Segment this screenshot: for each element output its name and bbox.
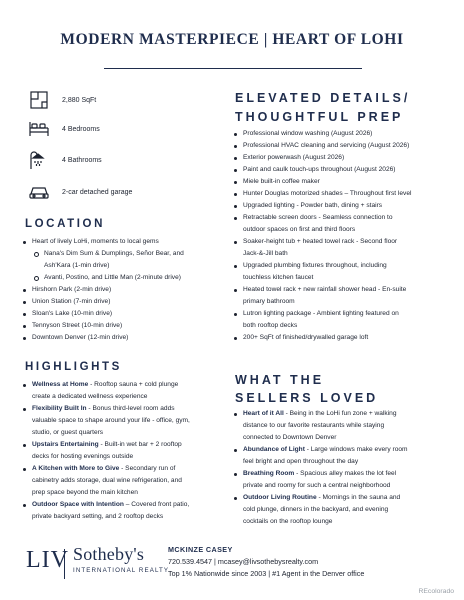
list-item: Exterior powerwash (August 2026) [231,152,411,164]
list-item: Upgraded plumbing fixtures throughout, including [231,260,411,272]
item-text: prep space beyond the main kitchen [32,489,138,496]
list-item: touchless kitchen faucet [243,274,314,281]
feature-text: 2,880 SqFt [62,96,97,104]
bed-icon [28,118,50,140]
list-item: Union Station (7-min drive) [20,296,184,308]
item-text: private backyard setting, and 2 rooftop decks [32,513,164,520]
item-text: cocktails on the rooftop lounge [243,518,333,525]
item-text: cold plunge, dinners in the backyard, and evening [243,506,389,513]
list-item [20,379,190,391]
list-item: Miele built-in coffee maker [231,176,411,188]
item-text: - Being in the LoHi fun zone + walking [283,410,397,417]
list-item: Professional window washing (August 2026) [231,128,411,140]
list-item [20,391,190,403]
list-item [20,439,190,451]
list-item [231,420,408,432]
list-item [231,432,408,444]
elevated-heading-line2: THOUGHTFUL PREP [235,110,404,124]
sellers-list [231,408,408,528]
list-item: Hunter Douglas motorized shades – Throughout first level [231,188,411,200]
item-text: - Built-in wet bar + 2 rooftop [98,441,182,448]
list-item [231,492,408,504]
title-divider [104,68,362,69]
list-item [231,504,408,516]
list-item [20,511,190,523]
list-item: Professional HVAC cleaning and servicing (August 2026) [231,140,411,152]
item-title: Upstairs Entertaining [32,441,99,448]
list-item [20,475,190,487]
feature-bedrooms [28,117,100,141]
item-text: create a dedicated wellness experience [32,393,148,400]
sellers-heading-line1: WHAT THE [235,373,325,387]
feature-text: 2-car detached garage [62,188,133,196]
item-text: - Rooftop sauna + cold plunge [88,381,179,388]
list-item: primary bathroom [243,298,295,305]
logo-divider [64,549,65,579]
list-item: Heated towel rack + new rainfall shower head - En-suite [231,284,411,296]
item-title: Wellness at Home [32,381,89,388]
item-text: – Covered front patio, [123,501,190,508]
item-title: Heart of it All [243,410,284,417]
location-list [20,236,184,344]
list-item: Paint and caulk touch-ups throughout (August 2026) [231,164,411,176]
page-title: MODERN MASTERPIECE | HEART OF LOHI [60,31,404,48]
list-item: Avanti, Postino, and Little Man (2-minute drive) [20,272,184,284]
item-text: distance to our favorite restaurants while staying [243,422,385,429]
feature-text: 4 Bathrooms [62,156,102,164]
list-item: Jack-&-Jill bath [243,250,288,257]
list-item: Upgraded lighting - Powder bath, dining + stairs [231,200,411,212]
list-item: Heart of lively LoHi, moments to local gems [20,236,184,248]
list-item [231,516,408,528]
feature-sqft [28,88,97,112]
item-text: cabinetry adds storage, dual wine refrigeration, and [32,477,182,484]
item-title: Outdoor Living Routine [243,494,317,501]
agent-contact[interactable]: 720.539.4547 | mcasey@livsothebysrealty.com [168,557,319,566]
list-item [231,480,408,492]
feature-bathrooms [28,148,102,172]
list-item [231,444,408,456]
list-item [20,427,190,439]
logo-liv: LIV [26,547,69,573]
item-text: decks for hosting evenings outside [32,453,134,460]
item-text: - Bonus third-level room adds [86,405,175,412]
list-item: outdoor spaces on first and third floors [243,226,356,233]
list-item: Tennyson Street (10-min drive) [20,320,184,332]
item-title: Abundance of Light [243,446,305,453]
agent-name: MCKINZE CASEY [168,545,233,554]
list-item: Downtown Denver (12-min drive) [20,332,184,344]
feature-garage [28,180,133,204]
list-item: 200+ SqFt of finished/drywalled garage loft [231,332,411,344]
item-text: feel bright and open throughout the day [243,458,359,465]
elevated-heading-line1: ELEVATED DETAILS/ [235,91,411,105]
list-item: Hirshorn Park (2-min drive) [20,284,184,296]
sellers-heading-line2: SELLERS LOVED [235,391,379,405]
item-text: valuable space to shape around your life - office, gym, [32,417,190,424]
agent-tagline: Top 1% Nationwide since 2003 | #1 Agent in the Denver office [168,569,365,578]
watermark: REcolorado [418,588,454,595]
list-item [20,487,190,499]
item-title: A Kitchen with More to Give [32,465,120,472]
item-text: connected to Downtown Denver [243,434,337,441]
item-text: - Spacious alley makes the lot feel [294,470,397,477]
list-item [20,415,190,427]
list-item [20,463,190,475]
car-icon [28,181,50,203]
item-title: Breathing Room [243,470,295,477]
list-item [20,499,190,511]
list-item: Sloan's Lake (10-min drive) [20,308,184,320]
item-text: studio, or guest quarters [32,429,104,436]
elevated-list [231,128,411,344]
list-item [231,468,408,480]
item-title: Outdoor Space with Intention [32,501,124,508]
list-item: Retractable screen doors - Seamless connection to [231,212,411,224]
shower-icon [28,149,50,171]
list-item [231,456,408,468]
item-text: private and roomy for such a central neighborhood [243,482,391,489]
item-text: - Mornings in the sauna and [316,494,401,501]
item-title: Flexibility Built In [32,405,87,412]
list-item: Nana's Dim Sum & Dumplings, Señor Bear, and [20,248,184,260]
list-item [231,408,408,420]
list-item: Lutron lighting package - Ambient lighting featured on [231,308,411,320]
highlights-list [20,379,190,523]
list-item: both rooftop decks [243,322,298,329]
list-item [20,451,190,463]
list-item: Soaker-height tub + heated towel rack - Second floor [231,236,411,248]
location-heading: LOCATION [25,218,105,230]
logo-international-realty: INTERNATIONAL REALTY [73,567,170,574]
list-item [20,403,190,415]
floorplan-icon [28,89,50,111]
feature-text: 4 Bedrooms [62,125,100,133]
list-item: Ash'Kara (1-min drive) [44,262,110,269]
item-text: - Large windows make every room [304,446,408,453]
highlights-heading: HIGHLIGHTS [25,361,122,373]
item-text: - Secondary run of [119,465,176,472]
logo-sothebys: Sotheby's [73,544,145,564]
